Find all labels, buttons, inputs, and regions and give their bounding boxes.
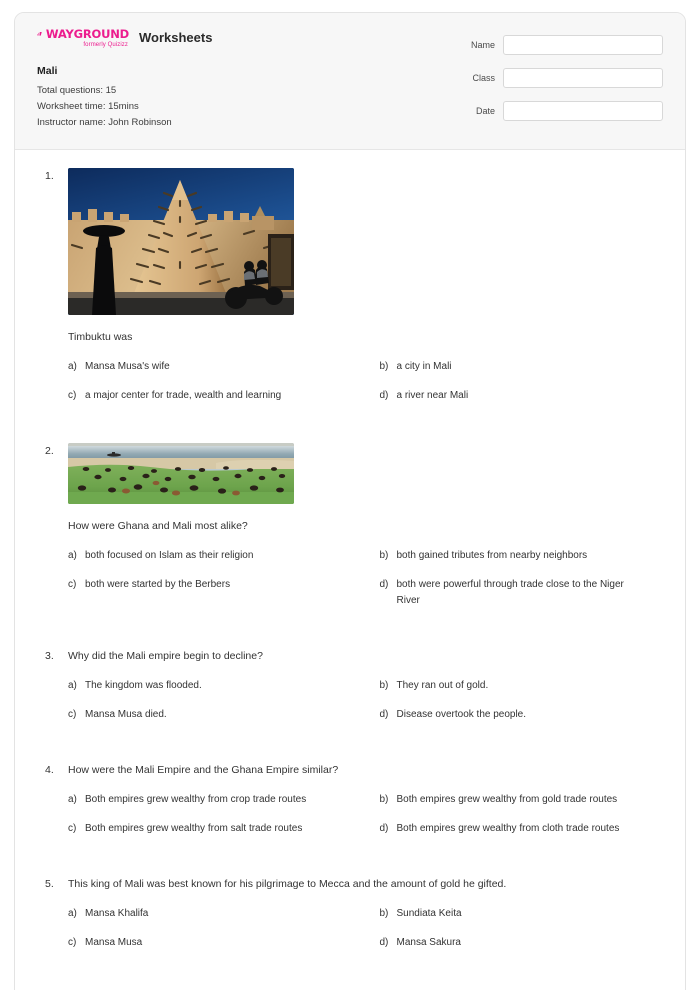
option-c-text: both were started by the Berbers (85, 579, 231, 590)
worksheet-sheet (14, 12, 686, 990)
wayground-logo-icon (37, 28, 43, 40)
question-item (37, 168, 663, 417)
name-field-row (463, 35, 663, 55)
question-text: This king of Mali was best known for his pilgrimage to Mecca and the amount of gold he gifted. (68, 878, 507, 890)
option-b[interactable] (366, 359, 664, 375)
question-number: 2. (45, 445, 54, 457)
wayground-logo (37, 27, 129, 50)
option-b-letter: b) (379, 680, 389, 691)
question-text: Timbuktu was (68, 331, 133, 343)
option-c[interactable] (68, 935, 366, 951)
option-a-letter: a) (68, 908, 77, 919)
option-c-text: Both empires grew wealthy from salt trade routes (85, 823, 303, 834)
question-text: How were Ghana and Mali most alike? (68, 520, 248, 532)
option-d-text: Mansa Sakura (396, 937, 461, 948)
worksheet-header (15, 13, 685, 150)
option-d[interactable] (366, 388, 664, 404)
option-d-letter: d) (379, 709, 389, 720)
option-d[interactable] (366, 707, 664, 723)
option-c-letter: c) (68, 390, 77, 401)
option-d-letter: d) (379, 390, 389, 401)
option-d-text: Disease overtook the people. (396, 709, 527, 720)
option-b[interactable] (366, 792, 664, 808)
option-b-text: They ran out of gold. (396, 680, 489, 691)
options-grid (68, 906, 663, 964)
option-a[interactable] (68, 906, 366, 922)
option-b-text: a city in Mali (396, 361, 452, 372)
worksheet-time-text: Worksheet time: 15mins (37, 101, 139, 112)
class-field-row (463, 68, 663, 88)
question-number: 4. (45, 764, 54, 776)
questions-list (15, 150, 685, 990)
option-c[interactable] (68, 707, 366, 723)
option-a-text: both focused on Islam as their religion (85, 550, 254, 561)
question-number: 5. (45, 878, 54, 890)
options-grid (68, 548, 663, 622)
option-d-text: a river near Mali (396, 390, 469, 401)
options-grid (68, 792, 663, 850)
question-text: Why did the Mali empire begin to decline? (68, 650, 263, 662)
question-item (37, 648, 663, 736)
option-c-text: Mansa Musa (85, 937, 143, 948)
option-b-text: Sundiata Keita (396, 908, 462, 919)
option-d-text: both were powerful through trade close to the Niger River (396, 579, 624, 606)
timbuktu-mosque-photo (68, 168, 294, 315)
options-grid (68, 359, 663, 417)
option-c[interactable] (68, 388, 366, 404)
page-title: Worksheets (139, 30, 213, 45)
river-photo-graphic (68, 443, 294, 504)
option-a-letter: a) (68, 680, 77, 691)
worksheet-topic-title: Mali (37, 65, 58, 77)
option-d[interactable] (366, 821, 664, 837)
date-field-label: Date (475, 106, 495, 116)
option-b-letter: b) (379, 794, 389, 805)
option-a[interactable] (68, 359, 366, 375)
question-item (37, 876, 663, 964)
option-b-text: both gained tributes from nearby neighbors (396, 550, 588, 561)
option-b-letter: b) (379, 550, 389, 561)
option-a-letter: a) (68, 361, 77, 372)
student-info-fields (463, 35, 663, 134)
mosque-photo-graphic (68, 168, 294, 315)
option-a-text: Mansa Musa's wife (85, 361, 170, 372)
option-c-letter: c) (68, 579, 77, 590)
option-a-letter: a) (68, 794, 77, 805)
option-a-text: Both empires grew wealthy from crop trade routes (85, 794, 307, 805)
option-c[interactable] (68, 821, 366, 837)
option-b[interactable] (366, 678, 664, 694)
option-d-letter: d) (379, 579, 389, 590)
option-b-letter: b) (379, 908, 389, 919)
option-d-text: Both empires grew wealthy from cloth trade routes (396, 823, 620, 834)
option-d-letter: d) (379, 823, 389, 834)
logo-top-row (37, 28, 129, 40)
option-d[interactable] (366, 577, 664, 609)
option-a-text: Mansa Khalifa (85, 908, 149, 919)
option-b-letter: b) (379, 361, 389, 372)
name-field-label: Name (470, 40, 495, 50)
option-d-letter: d) (379, 937, 389, 948)
class-input[interactable] (503, 68, 663, 88)
option-c-text: a major center for trade, wealth and learning (85, 390, 282, 401)
logo-subtitle: formerly Quizizz (83, 42, 128, 48)
question-item (37, 762, 663, 850)
option-b[interactable] (366, 906, 664, 922)
option-d[interactable] (366, 935, 664, 951)
options-grid (68, 678, 663, 736)
date-input[interactable] (503, 101, 663, 121)
question-number: 1. (45, 170, 54, 182)
date-field-row (463, 101, 663, 121)
question-number: 3. (45, 650, 54, 662)
option-b[interactable] (366, 548, 664, 564)
option-c-letter: c) (68, 937, 77, 948)
option-c-letter: c) (68, 709, 77, 720)
class-field-label: Class (472, 73, 495, 83)
option-b-text: Both empires grew wealthy from gold trade routes (396, 794, 618, 805)
instructor-name-text: Instructor name: John Robinson (37, 117, 172, 128)
option-a[interactable] (68, 548, 366, 564)
niger-river-cattle-photo (68, 443, 294, 504)
logo-wordmark: WAYGROUND (45, 27, 129, 41)
option-a[interactable] (68, 792, 366, 808)
option-c-letter: c) (68, 823, 77, 834)
option-a[interactable] (68, 678, 366, 694)
total-questions-text: Total questions: 15 (37, 85, 117, 96)
option-c-text: Mansa Musa died. (85, 709, 167, 720)
option-c[interactable] (68, 577, 366, 609)
name-input[interactable] (503, 35, 663, 55)
option-a-text: The kingdom was flooded. (85, 680, 202, 691)
option-a-letter: a) (68, 550, 77, 561)
question-item (37, 443, 663, 622)
question-text: How were the Mali Empire and the Ghana Empire similar? (68, 764, 339, 776)
